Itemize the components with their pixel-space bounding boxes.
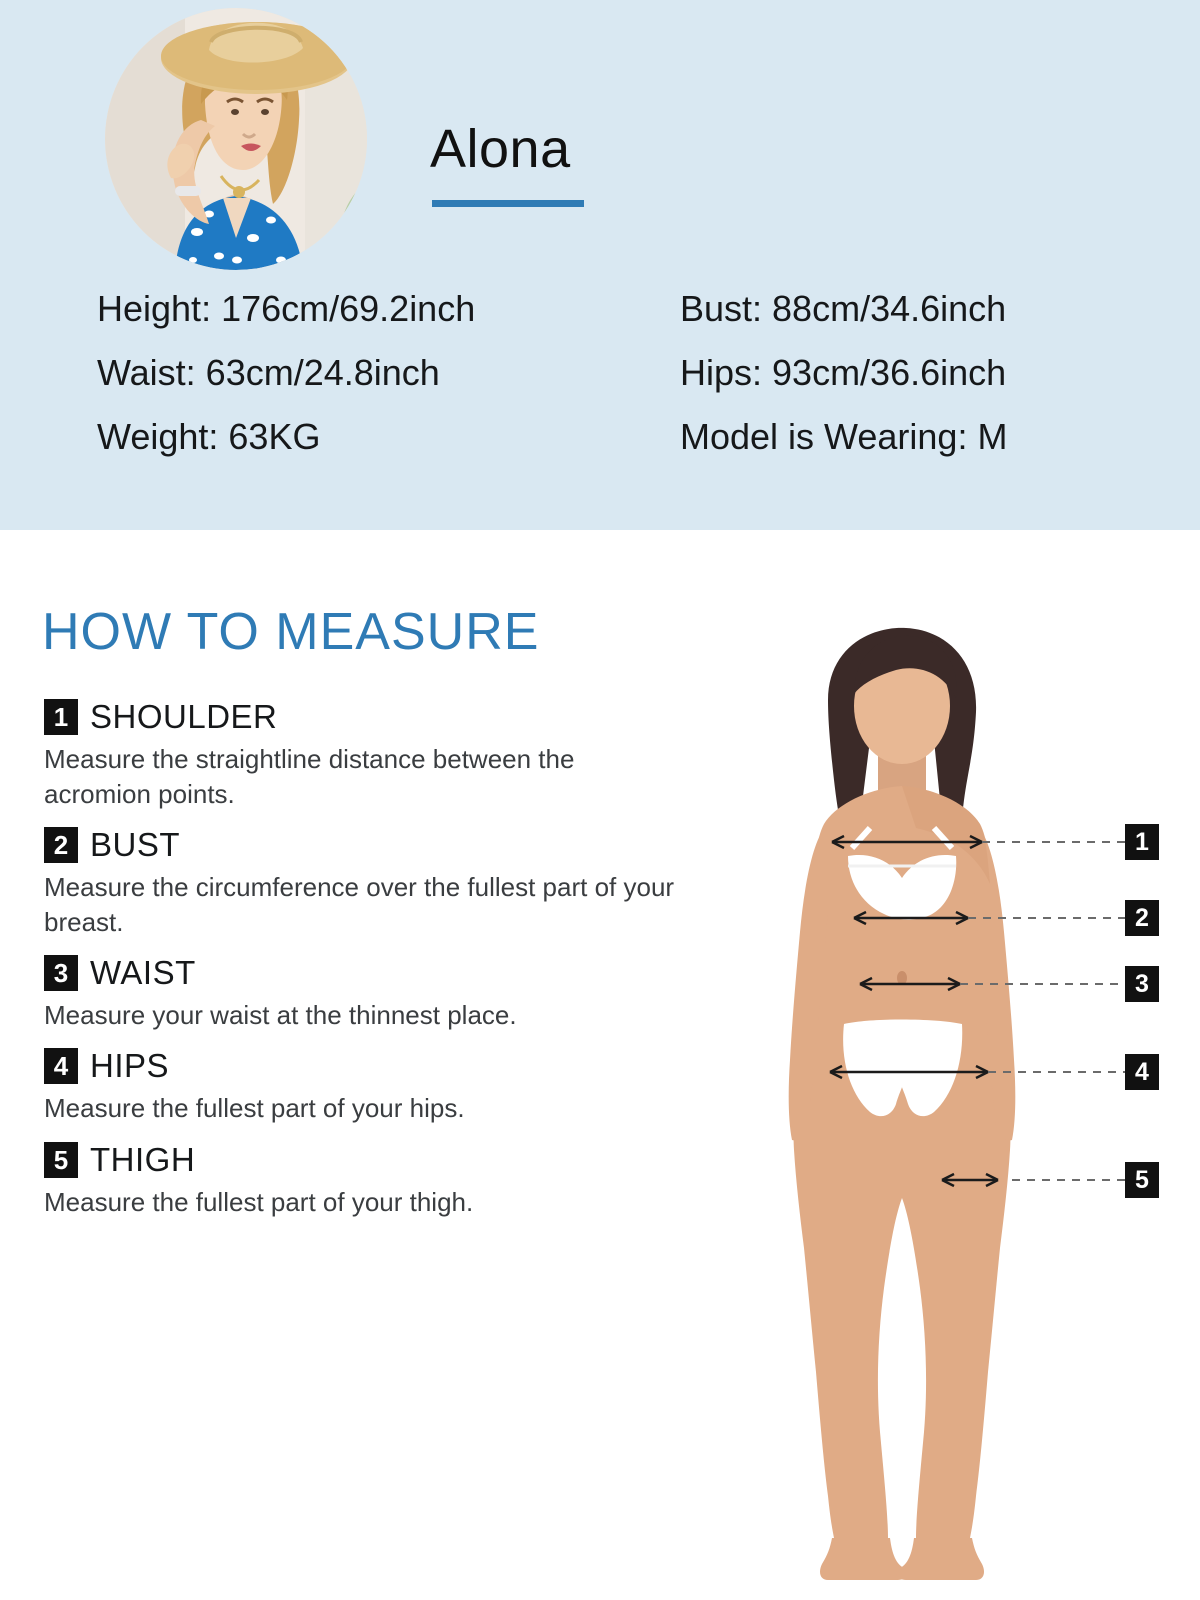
- step-description: Measure the fullest part of your hips.: [44, 1093, 465, 1124]
- female-body-measurement-icon: [720, 620, 1200, 1580]
- model-stats: [0, 288, 1200, 480]
- stat-wearing-size: Model is Wearing: M: [680, 416, 1008, 457]
- step-title: BUST: [90, 826, 181, 864]
- figure-marker-5: 5: [1125, 1162, 1159, 1198]
- model-portrait-icon: [105, 8, 367, 270]
- step-description: Measure the fullest part of your thigh.: [44, 1186, 474, 1217]
- step-number-badge: 5: [44, 1142, 78, 1178]
- measure-step: [44, 1047, 744, 1126]
- step-number-badge: 4: [44, 1048, 78, 1084]
- measure-steps: [44, 698, 744, 1234]
- stat-waist: Waist: 63cm/24.8inch: [97, 352, 440, 393]
- stat-hips: Hips: 93cm/36.6inch: [680, 352, 1007, 393]
- how-to-measure-section: [0, 530, 1200, 1600]
- stat-row: [0, 352, 1200, 394]
- figure-marker-3: 3: [1125, 966, 1159, 1002]
- figure-marker-4: 4: [1125, 1054, 1159, 1090]
- stat-row: [0, 288, 1200, 330]
- measure-step: [44, 826, 744, 940]
- step-description: Measure the circumference over the fullest part of your breast.: [44, 872, 675, 938]
- measure-step: [44, 698, 744, 812]
- stat-row: [0, 416, 1200, 458]
- step-number-badge: 2: [44, 827, 78, 863]
- step-title: THIGH: [90, 1140, 196, 1178]
- avatar: [105, 8, 367, 270]
- step-title: SHOULDER: [90, 698, 278, 735]
- stat-weight: Weight: 63KG: [97, 416, 321, 457]
- stat-bust: Bust: 88cm/34.6inch: [680, 288, 1007, 329]
- figure-marker-2: 2: [1125, 900, 1159, 936]
- step-description: Measure the straightline distance between the acromion points.: [44, 744, 575, 810]
- measure-step: [44, 954, 744, 1033]
- body-diagram: [720, 620, 1200, 1580]
- step-title: HIPS: [90, 1047, 170, 1085]
- step-number-badge: 3: [44, 955, 78, 991]
- step-title: WAIST: [90, 954, 196, 992]
- name-underline: [432, 200, 584, 207]
- model-info-band: [0, 0, 1200, 530]
- measure-step: [44, 1141, 744, 1220]
- step-number-badge: 1: [44, 699, 78, 735]
- section-title: HOW TO MEASURE: [42, 603, 540, 661]
- stat-height: Height: 176cm/69.2inch: [97, 288, 476, 329]
- figure-marker-1: 1: [1125, 824, 1159, 860]
- step-description: Measure your waist at the thinnest place.: [44, 1000, 517, 1031]
- model-name: Alona: [430, 119, 571, 179]
